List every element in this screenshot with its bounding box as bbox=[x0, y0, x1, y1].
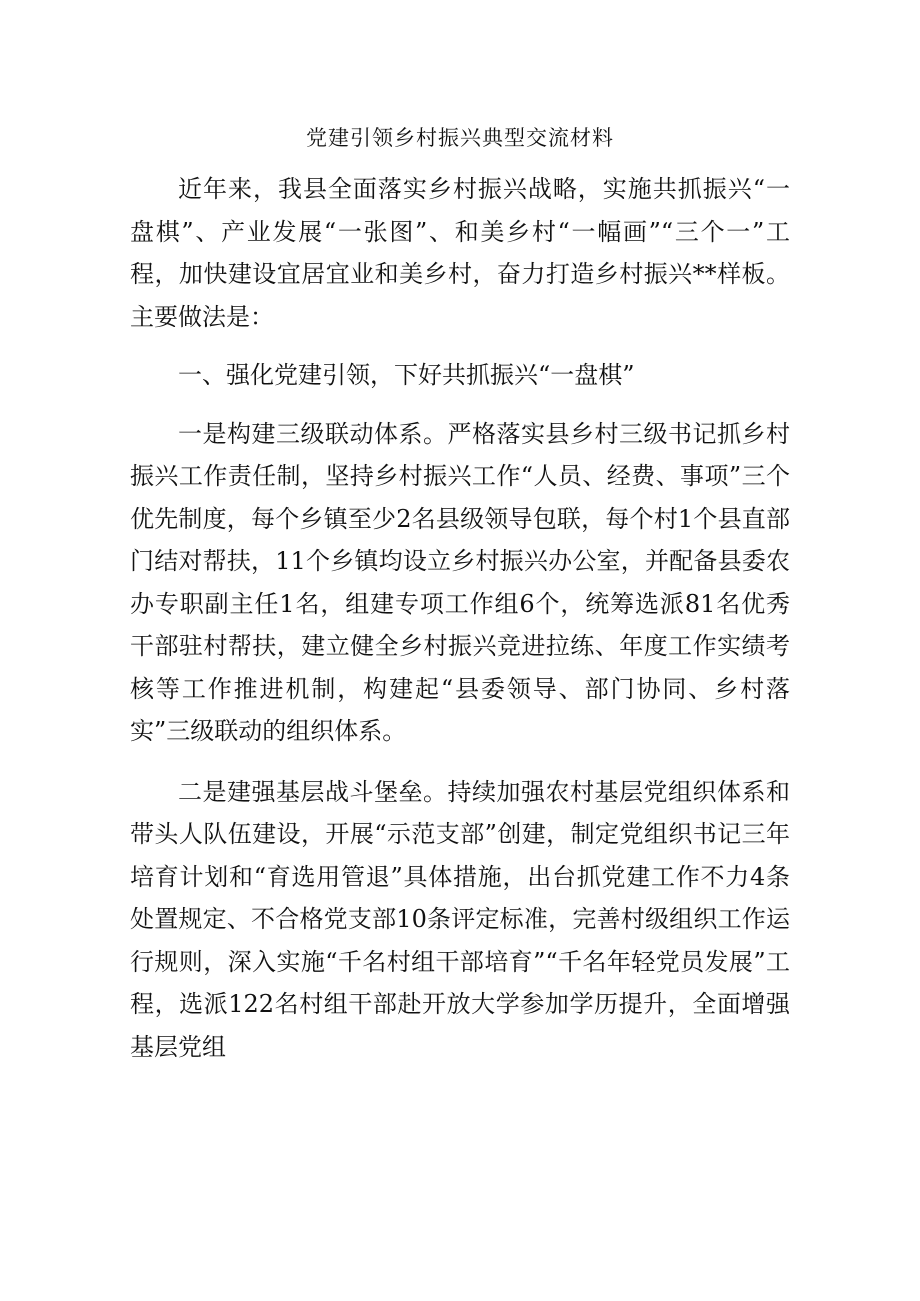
paragraph-intro: 近年来，我县全面落实乡村振兴战略，实施共抓振兴“一盘棋”、产业发展“一张图”、和美乡村“一幅画”“三个一”工程，加快建设宜居宜业和美乡村，奋力打造乡村振兴**样板。主要做法是： bbox=[130, 175, 790, 331]
paragraph-grassroots-fortress: 二是建强基层战斗堡垒。持续加强农村基层党组织体系和带头人队伍建设，开展“示范支部”创建，制定党组织书记三年培育计划和“育选用管退”具体措施，出台抓党建工作不力4条处置规定、不合格党支部10条评定标准，完善村级组织工作运行规则，深入实施“千名村组干部培育”“千名年轻党员发展”工程，选派122名村组干部赴开放大学参加学历提升，全面增强基层党组 bbox=[130, 777, 790, 1061]
section-heading-1: 一、强化党建引领，下好共抓振兴“一盘棋” bbox=[178, 361, 635, 389]
paragraph-three-level-system: 一是构建三级联动体系。严格落实县乡村三级书记抓乡村振兴工作责任制，坚持乡村振兴工作“人员、经费、事项”三个优先制度，每个乡镇至少2名县级领导包联，每个村1个县直部门结对帮扶，11个乡镇均设立乡村振兴办公室，并配备县委农办专职副主任1名，组建专项工作组6个，统筹选派81名优秀干部驻村帮扶，建立健全乡村振兴竞进拉练、年度工作实绩考核等工作推进机制，构建起“县委领导、部门协同、乡村落实”三级联动的组织体系。 bbox=[130, 419, 790, 745]
document-body bbox=[130, 168, 790, 1068]
document-title: 党建引领乡村振兴典型交流材料 bbox=[306, 126, 614, 150]
